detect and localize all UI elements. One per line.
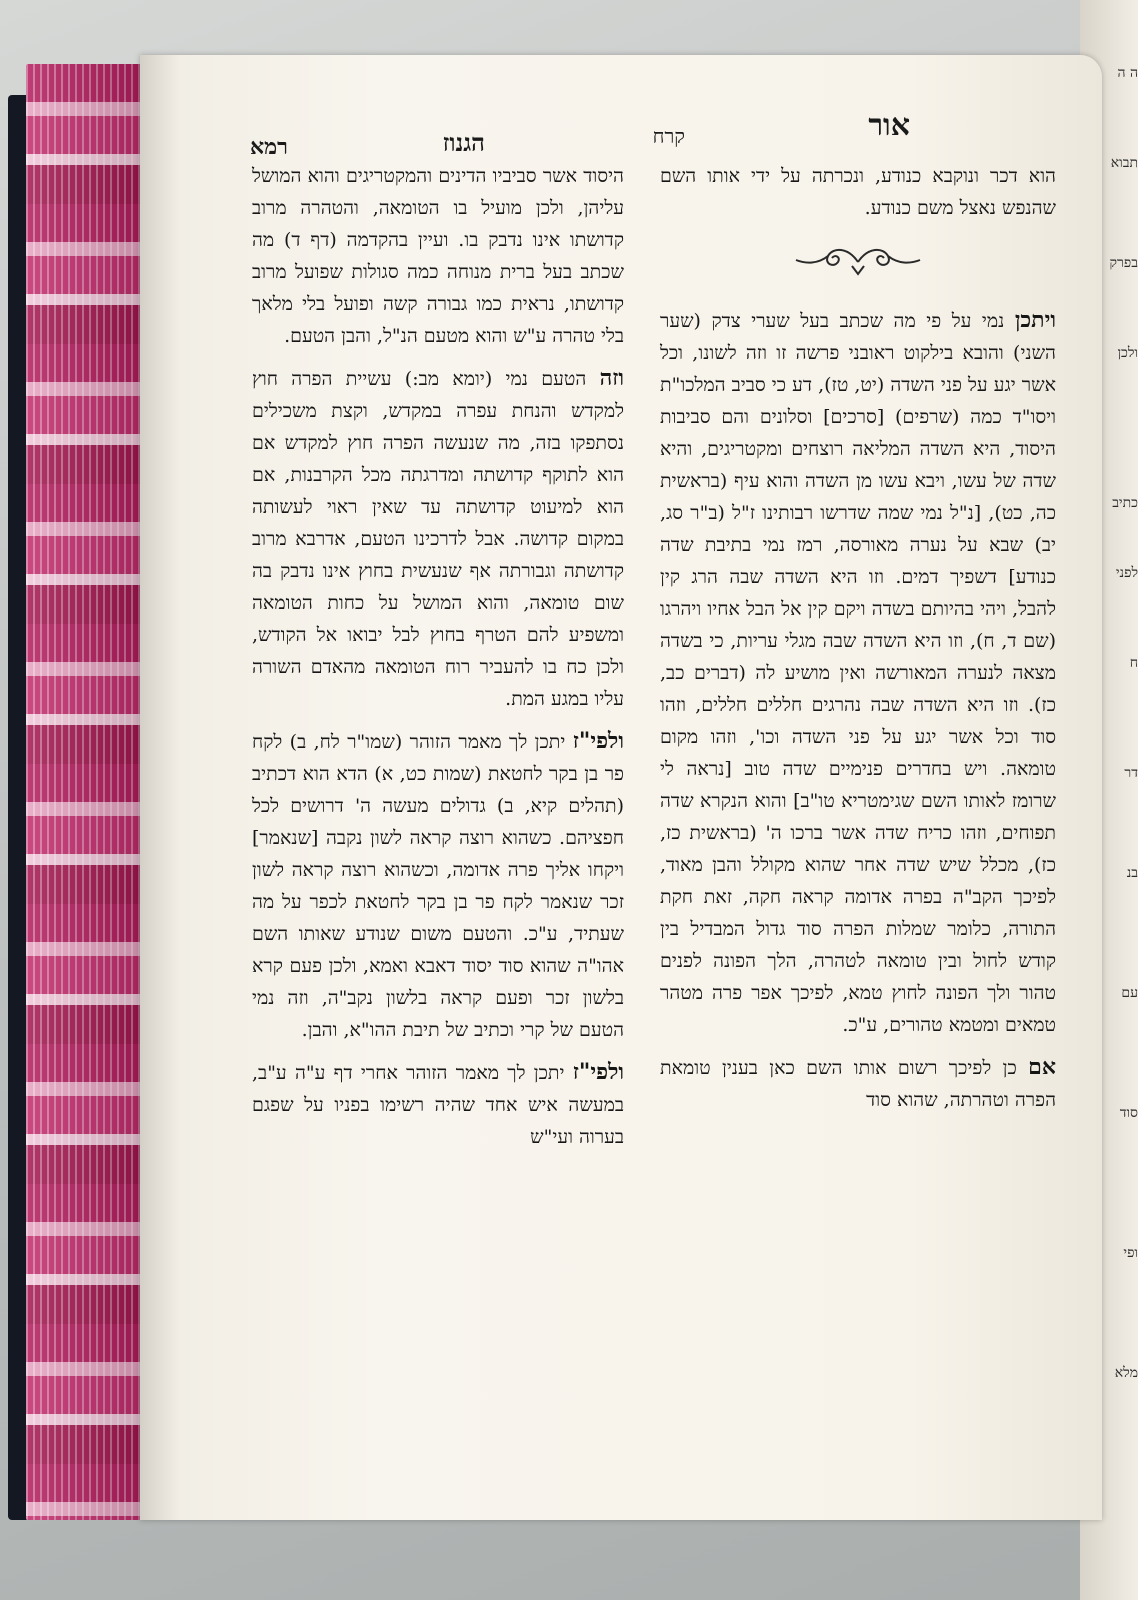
facing-page-fragment: דר bbox=[1124, 765, 1138, 781]
header-parsha: קרח bbox=[652, 124, 685, 148]
facing-page-fragment: עם bbox=[1121, 985, 1138, 1001]
paragraph-lead-word: אם bbox=[1028, 1054, 1056, 1080]
page-edges-marbled bbox=[26, 64, 144, 1520]
paragraph-lead-word: וזה bbox=[599, 365, 624, 391]
facing-page-fragment: סוד bbox=[1119, 1105, 1138, 1121]
facing-page-fragment: ה ה bbox=[1117, 65, 1138, 81]
paragraph-text: יתכן לך מאמר הזוהר אחרי דף ע"ה ע"ב, במעשה איש אחד שהיה רשימו בפניו על שפגם בערוה ועי"ש bbox=[252, 1062, 624, 1148]
paragraph-text: נמי על פי מה שכתב בעל שערי צדק (שער השני) והובא בילקוט ראובני פרשה זו וזה לשונו, וכל אשר יגע על פני השדה (יט, טז), דע כי סביב המלכו"ת ויסו"ד כמה (שרפים) [סרכים] וסלונים והם סביבות היסוד, היא השדה המליאה רוצחים ומקטריגים, והיא שדה של עשו, ויבא עשו מן השדה והוא עיף (בראשית כה, כט), [נ"ל נמי שמה שדרשו רבותינו ז"ל (ב"ר סג, יב) שבא על נערה מאורסה, רמז נמי בתיבת שדה כנודע] דשפיך דמים. וזו היא השדה שבה הרג קין להבל, ויהי בהיותם בשדה ויקם קין אל הבל אחיו ויהרגו (שם ד, ח), וזו היא השדה שבה מגלי עריות, כי בשדה מצאה לנערה המאורשה ואין מושיע לה (דברים כב, כז). וזו היא השדה שבה נהרגים חללים חללים, וזהו סוד וכל אשר יגע על פני השדה וכו', וזהו מקום טומאה. ויש בחדרים פנימיים שדה טוב [נראה לי שרומז לאותו השם שגימטריא טו"ב] והוא הנקרא שדה תפוחים, וזהו כריח שדה אשר ברכו ה' (בראשית כז, כז), מכלל שיש שדה אחר שהוא מקולל והבן מאוד, לפיכך הקב"ה בפרה אדומה קראה חקה, זאת חקת התורה, כלומר שמלות הפרה סוד גדול המבדיל בין קודש לחול ובין טומאה לטהרה, הלך הפונה לפנים טהור ולך הפונה לחוץ טמא, לפיכך אפר פרה מטהר טמאים ומטמא טהורים, ע"כ. bbox=[660, 310, 1056, 1036]
paragraph-lead-word: ולפי"ז bbox=[572, 728, 624, 754]
left-text-column bbox=[252, 160, 624, 1163]
gutter-shadow bbox=[140, 55, 180, 1520]
paragraph bbox=[660, 1051, 1056, 1116]
facing-page-fragment: לפני bbox=[1115, 565, 1138, 581]
facing-page-fragment: ח bbox=[1129, 655, 1138, 671]
paragraph-lead-word: ולפי"ז bbox=[572, 1059, 625, 1085]
header-book-name: אור bbox=[868, 108, 910, 143]
paragraph: היסוד אשר סביביו הדינים והמקטריגים והוא המושל עליהן, ולכן מועיל בו הטומאה, והטהרה מרוב קדושתו אינו נדבק בו. ועיין בהקדמה (דף ד) מה שכתב בעל ברית מנוחה כמה סגולות שפועל מרוב קדושתו, נראית כמו גבורה קשה ופועל בלי מלאך בלי טהרה ע"ש והוא מטעם הנ"ל, והבן הטעם. bbox=[252, 165, 624, 347]
paragraph-text: יתכן לך מאמר הזוהר (שמו"ר לח, ב) לקח פר בן בקר לחטאת (שמות כט, א) הדא הוא דכתיב (תהלים קיא, ב) גדולים מעשה ה' דרושים לכל חפציהם. כשהוא רוצה קראה לשון נקבה [שנאמר] ויקחו אליך פרה אדומה, וכשהוא רוצה קראה לשון זכר שנאמר לקח פר בן בקר לחטאת לכפר על מה שעתיד, ע"כ. והטעם משום שנודע שאותו השם אהו"ה שהוא סוד יסוד דאבא ואמא, ולכן פעם קרא בלשון זכר ופעם קראה בלשון נקב"ה, וזה נמי הטעם של קרי וכתיב של תיבת ההו"א, והבן. bbox=[252, 731, 624, 1041]
facing-page-fragment: ולכן bbox=[1117, 345, 1138, 361]
facing-page-fragment: כתיב bbox=[1112, 495, 1138, 511]
paragraph: הוא דכר ונוקבא כנודע, ונכרתה על ידי אותו השם שהנפש נאצל משם כנודע. bbox=[660, 165, 1056, 219]
running-header bbox=[250, 108, 910, 158]
facing-page-fragment: בנ bbox=[1126, 865, 1138, 881]
facing-page-fragment: ופי bbox=[1123, 1245, 1138, 1261]
page-number: רמא bbox=[250, 134, 288, 160]
ornament-divider-icon bbox=[788, 242, 928, 282]
paragraph bbox=[252, 725, 624, 1046]
facing-page-fragment: מלא bbox=[1114, 1365, 1138, 1381]
facing-page-fragment: תבוא bbox=[1110, 155, 1138, 171]
paragraph-text: כן לפיכך רשום אותו השם כאן בענין טומאת הפרה וטהרתה, שהוא סוד bbox=[660, 1057, 1056, 1111]
right-text-column bbox=[660, 160, 1056, 1126]
paragraph-lead-word: ויתכן bbox=[1014, 307, 1056, 333]
paragraph-text: הטעם נמי (יומא מב:) עשיית הפרה חוץ למקדש והנחת עפרה במקדש, וקצת משכילים נסתפקו בזה, מה שנעשה הפרה חוץ למקדש אם הוא לתוקף קדושתה ומדרגתה מכל הקרבנות, אם הוא למיעוט קדושתה עד שאין ראוי לעשותה במקום קדושה. אבל לדרכינו הטעם, אדרבא מרוב קדושתה וגבורתה אף שנעשית בחוץ אינו נדבק בה שום טומאה, והוא המושל על כחות הטומאה ומשפיע להם הטרף בחוץ לבל יבואו אל הקודש, ולכן כח בו להעביר רוח הטומאה מהאדם השורה עליו במגע המת. bbox=[252, 368, 624, 710]
header-title: הגנוז bbox=[442, 128, 485, 157]
paragraph bbox=[252, 1056, 624, 1153]
paragraph bbox=[660, 304, 1056, 1041]
facing-page-fragment: בפרק bbox=[1109, 255, 1138, 271]
paragraph bbox=[252, 362, 624, 715]
